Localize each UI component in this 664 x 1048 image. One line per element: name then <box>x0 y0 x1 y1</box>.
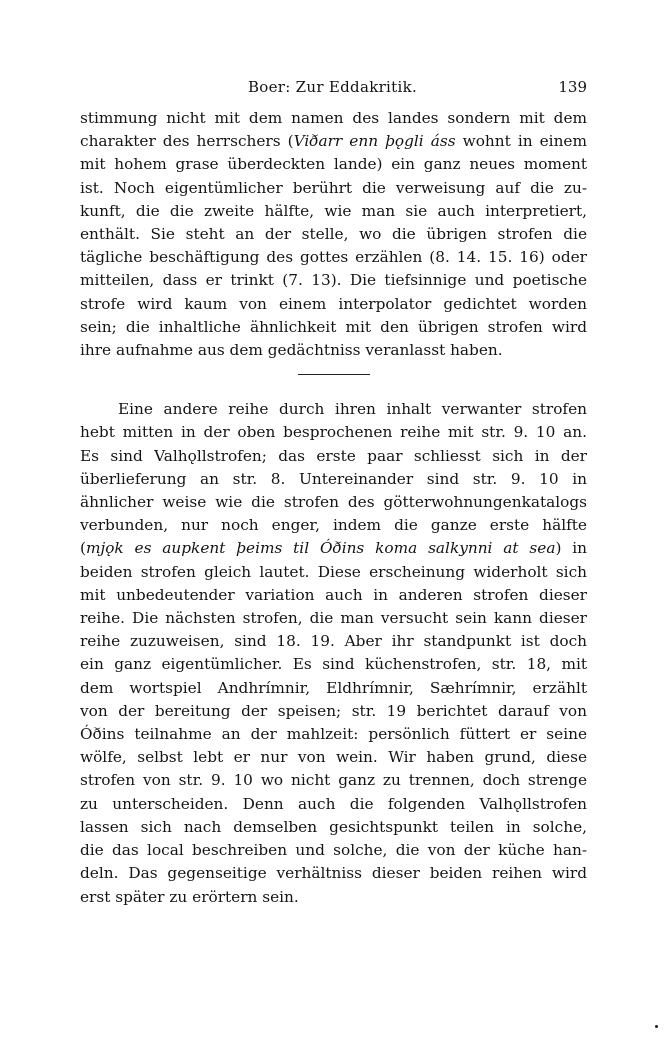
text-line: Es sind Valhǫllstrofen; das erste paar schliesst sich in der <box>80 446 587 465</box>
text-line: erst später zu erörtern sein. <box>80 887 299 906</box>
text-line: dem wortspiel Andhrímnir, Eldhrímnir, Sæhrímnir, erzählt <box>80 678 587 697</box>
text-line: mitteilen, dass er trinkt (7. 13). Die tiefsinnige und poetische <box>80 271 587 290</box>
scan-speck <box>655 1025 658 1028</box>
text-line: hebt mitten in der oben besprochenen reihe mit str. 9. 10 an. <box>80 423 587 442</box>
text-span: ( <box>80 539 86 558</box>
quoted-verse: Viðarr enn þǫgli áss <box>293 132 456 151</box>
text-line: überlieferung an str. 8. Untereinander sind str. 9. 10 in <box>80 469 587 488</box>
text-line: ein ganz eigentümlicher. Es sind küchenstrofen, str. 18, mit <box>80 655 587 674</box>
paragraph-1 <box>80 107 587 362</box>
text-span: ) in <box>555 539 587 558</box>
text-line <box>80 537 587 560</box>
text-line: ihre aufnahme aus dem gedächtniss veranlasst haben. <box>80 341 503 360</box>
section-divider <box>298 374 370 375</box>
text-line: reihe zuzuweisen, sind 18. 19. Aber ihr standpunkt ist doch <box>80 632 587 651</box>
paragraph-2 <box>80 398 587 908</box>
body-text <box>80 107 587 909</box>
text-line: von der bereitung der speisen; str. 19 berichtet darauf von <box>80 701 587 720</box>
text-line: deln. Das gegenseitige verhältniss dieser beiden reihen wird <box>80 864 587 883</box>
running-title: Boer: Zur Eddakritik. <box>247 78 418 96</box>
text-line: sein; die inhaltliche ähnlichkeit mit den übrigen strofen wird <box>80 317 587 336</box>
text-line: mit unbedeutender variation auch in anderen strofen dieser <box>80 585 587 604</box>
running-header <box>80 78 585 98</box>
page-number: 139 <box>558 78 587 96</box>
text-line: Óðins teilnahme an der mahlzeit: persönlich füttert er seine <box>80 725 587 744</box>
text-line: zu unterscheiden. Denn auch die folgenden Valhǫllstrofen <box>80 794 587 813</box>
text-line: ist. Noch eigentümlicher berührt die verweisung auf die zu- <box>80 178 587 197</box>
quoted-verse: mjǫk es aupkent þeims til Óðins koma salkynni at sea <box>85 539 556 558</box>
text-line: verbunden, nur noch enger, indem die ganze erste hälfte <box>80 516 587 535</box>
text-line: wölfe, selbst lebt er nur von wein. Wir haben grund, diese <box>80 748 587 767</box>
text-line <box>80 130 587 153</box>
text-line: strofen von str. 9. 10 wo nicht ganz zu trennen, doch strenge <box>80 771 587 790</box>
text-line: ähnlicher weise wie die strofen des götterwohnungenkatalogs <box>80 493 587 512</box>
text-line: strofe wird kaum von einem interpolator gedichtet worden <box>80 294 587 313</box>
text-span: wohnt in einem <box>455 132 587 151</box>
text-line: kunft, die die zweite hälfte, wie man sie auch interpretiert, <box>80 201 587 220</box>
text-line: tägliche beschäftigung des gottes erzählen (8. 14. 15. 16) oder <box>80 248 587 267</box>
text-line: lassen sich nach demselben gesichtspunkt teilen in solche, <box>80 817 587 836</box>
text-line: reihe. Die nächsten strofen, die man versucht sein kann dieser <box>80 609 587 628</box>
text-line: mit hohem grase überdeckten lande) ein ganz neues moment <box>80 155 587 174</box>
text-line: stimmung nicht mit dem namen des landes sondern mit dem <box>80 109 587 127</box>
text-line: beiden strofen gleich lautet. Diese erscheinung widerholt sich <box>80 562 587 581</box>
text-line: die das local beschreiben und solche, die von der küche han- <box>80 841 587 860</box>
text-line: Eine andere reihe durch ihren inhalt verwanter strofen <box>118 400 587 419</box>
text-span: charakter des herrschers ( <box>80 132 294 151</box>
text-line: enthält. Sie steht an der stelle, wo die übrigen strofen die <box>80 225 587 244</box>
